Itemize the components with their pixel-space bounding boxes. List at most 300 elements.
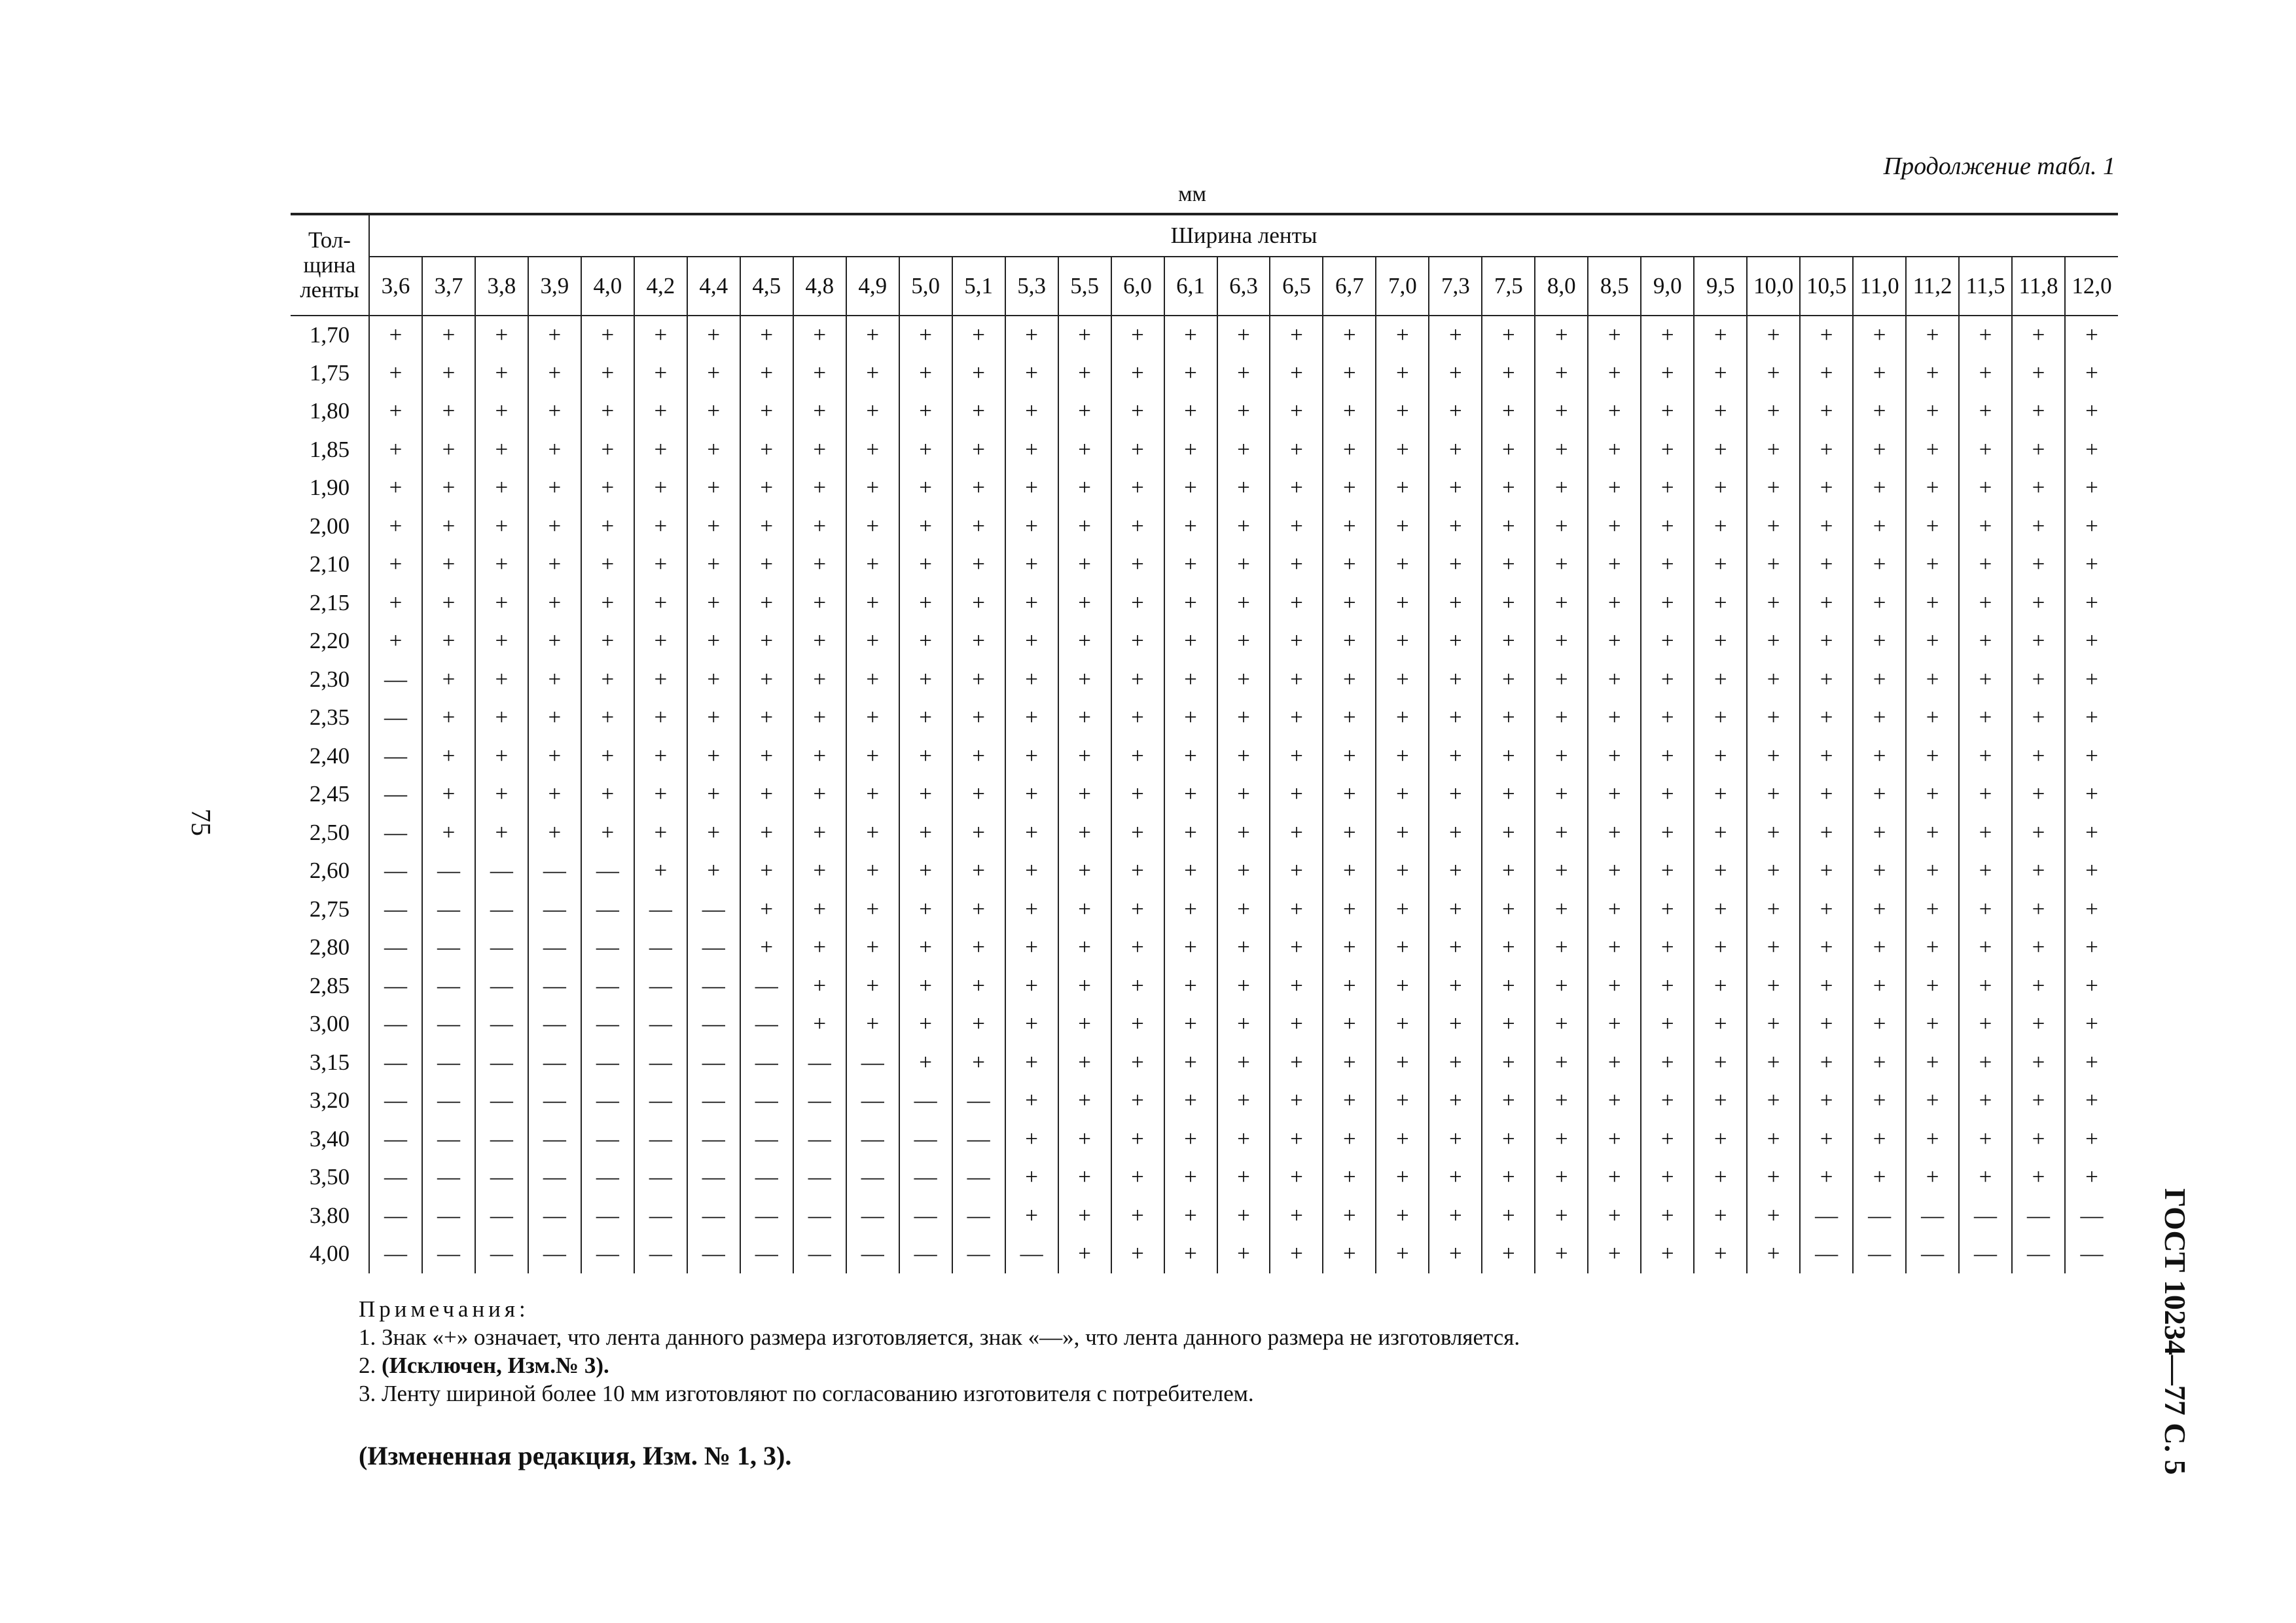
available-mark: + xyxy=(2085,551,2098,577)
available-mark: + xyxy=(1429,1044,1482,1082)
unavailable-mark: — xyxy=(528,1120,581,1159)
available-mark: + xyxy=(952,814,1005,852)
available-mark: + xyxy=(2085,359,2098,386)
unavailable-mark: — xyxy=(369,890,422,929)
available-mark: + xyxy=(1217,316,1270,354)
available-mark: + xyxy=(1270,1044,1323,1082)
available-mark: + xyxy=(528,392,581,431)
available-mark: + xyxy=(1323,507,1376,546)
available-mark: + xyxy=(475,775,528,814)
unavailable-mark: — xyxy=(422,852,475,890)
available-mark: + xyxy=(1323,431,1376,469)
available-mark: + xyxy=(1694,928,1747,967)
available-mark: + xyxy=(1747,392,1800,431)
available-mark: + xyxy=(1906,928,1959,967)
unavailable-mark: — xyxy=(793,1044,846,1082)
available-mark: + xyxy=(1747,737,1800,776)
available-mark: + xyxy=(952,928,1005,967)
unavailable-mark: — xyxy=(422,890,475,929)
available-mark: + xyxy=(793,316,846,354)
available-mark: + xyxy=(1641,545,1694,584)
available-mark: + xyxy=(1164,967,1217,1006)
available-mark: + xyxy=(1482,737,1535,776)
available-mark: + xyxy=(1535,890,1588,929)
available-mark: + xyxy=(1217,1005,1270,1044)
available-mark: + xyxy=(422,584,475,623)
available-mark: + xyxy=(740,622,793,661)
available-mark: + xyxy=(1800,699,1853,737)
width-column-header: 3,9 xyxy=(528,257,581,316)
available-mark: + xyxy=(1217,928,1270,967)
available-mark: + xyxy=(1005,584,1058,623)
available-mark: + xyxy=(1005,890,1058,929)
available-mark: + xyxy=(846,507,899,546)
available-mark: + xyxy=(1270,316,1323,354)
available-mark: + xyxy=(1164,928,1217,967)
unavailable-mark: — xyxy=(422,967,475,1006)
unavailable-mark: — xyxy=(687,1235,740,1273)
thickness-value: 3,15 xyxy=(291,1044,369,1082)
available-mark: + xyxy=(1164,890,1217,929)
available-mark: + xyxy=(687,354,740,393)
available-mark: + xyxy=(1535,699,1588,737)
unavailable-mark: — xyxy=(687,1082,740,1120)
unavailable-mark: — xyxy=(634,1158,687,1197)
available-mark: + xyxy=(1323,545,1376,584)
available-mark: + xyxy=(1588,852,1641,890)
available-mark: + xyxy=(1058,737,1111,776)
available-mark: + xyxy=(1747,890,1800,929)
available-mark: + xyxy=(2085,475,2098,501)
available-mark: + xyxy=(1482,1120,1535,1159)
available-mark: + xyxy=(793,661,846,699)
available-mark: + xyxy=(1376,890,1429,929)
available-mark: + xyxy=(1641,1044,1694,1082)
available-mark: + xyxy=(1747,814,1800,852)
available-mark: + xyxy=(1535,661,1588,699)
available-mark: + xyxy=(528,584,581,623)
unavailable-mark: — xyxy=(846,1158,899,1197)
available-mark: + xyxy=(2012,1158,2065,1197)
width-column-header: 6,5 xyxy=(1270,257,1323,316)
available-mark: + xyxy=(899,584,952,623)
available-mark: + xyxy=(2085,934,2098,960)
available-mark: + xyxy=(793,699,846,737)
available-mark: + xyxy=(1058,1005,1111,1044)
available-mark: + xyxy=(1906,316,1959,354)
available-mark: + xyxy=(1164,775,1217,814)
available-mark: + xyxy=(422,622,475,661)
available-mark: + xyxy=(1482,545,1535,584)
available-mark: + xyxy=(1005,737,1058,776)
available-mark: + xyxy=(1694,545,1747,584)
available-mark: + xyxy=(1376,1044,1429,1082)
available-mark: + xyxy=(2085,321,2098,348)
available-mark: + xyxy=(1482,584,1535,623)
available-mark: + xyxy=(1747,431,1800,469)
available-mark: + xyxy=(740,814,793,852)
available-mark: + xyxy=(1535,928,1588,967)
available-mark: + xyxy=(1959,622,2012,661)
available-mark: + xyxy=(1482,814,1535,852)
available-mark: + xyxy=(846,890,899,929)
available-mark: + xyxy=(793,545,846,584)
available-mark: + xyxy=(1853,545,1906,584)
table-row xyxy=(291,584,2118,623)
available-mark: + xyxy=(1058,354,1111,393)
available-mark: + xyxy=(1959,469,2012,507)
available-mark: + xyxy=(899,545,952,584)
available-mark: + xyxy=(952,737,1005,776)
available-mark: + xyxy=(1058,1235,1111,1273)
available-mark: + xyxy=(1270,507,1323,546)
available-mark: + xyxy=(475,316,528,354)
available-mark: + xyxy=(1164,737,1217,776)
available-mark: + xyxy=(846,814,899,852)
available-mark: + xyxy=(2012,1005,2065,1044)
available-mark: + xyxy=(1270,1005,1323,1044)
available-mark: + xyxy=(2012,661,2065,699)
available-mark: + xyxy=(2012,928,2065,967)
available-mark: + xyxy=(1323,469,1376,507)
available-mark: + xyxy=(1270,737,1323,776)
table-row xyxy=(291,928,2118,967)
available-mark: + xyxy=(899,316,952,354)
width-column-header: 7,3 xyxy=(1429,257,1482,316)
unavailable-mark: — xyxy=(528,1197,581,1235)
available-mark: + xyxy=(1588,392,1641,431)
available-mark: + xyxy=(1429,392,1482,431)
unavailable-mark: — xyxy=(475,928,528,967)
available-mark: + xyxy=(1800,814,1853,852)
available-mark: + xyxy=(899,737,952,776)
available-mark: + xyxy=(899,852,952,890)
available-mark: + xyxy=(1164,469,1217,507)
available-mark: + xyxy=(1694,1235,1747,1273)
available-mark: + xyxy=(1482,469,1535,507)
available-mark: + xyxy=(1058,967,1111,1006)
available-mark: + xyxy=(2085,1164,2098,1190)
available-mark: + xyxy=(1005,661,1058,699)
available-mark: + xyxy=(952,392,1005,431)
unavailable-mark: — xyxy=(581,890,634,929)
available-mark: + xyxy=(1111,622,1164,661)
available-mark: + xyxy=(1376,1120,1429,1159)
available-mark: + xyxy=(1694,890,1747,929)
unavailable-mark: — xyxy=(634,1197,687,1235)
available-mark: + xyxy=(1535,1120,1588,1159)
available-mark: + xyxy=(1694,1120,1747,1159)
available-mark: + xyxy=(1429,354,1482,393)
available-mark: + xyxy=(846,699,899,737)
thickness-header-line: ленты xyxy=(300,276,359,302)
unavailable-mark: — xyxy=(952,1120,1005,1159)
width-header: Ширина ленты xyxy=(369,214,2118,257)
available-mark: + xyxy=(1323,928,1376,967)
available-mark: + xyxy=(1217,852,1270,890)
available-mark: + xyxy=(1005,699,1058,737)
available-mark: + xyxy=(1747,1235,1800,1273)
available-mark: + xyxy=(1164,545,1217,584)
available-mark: + xyxy=(422,507,475,546)
available-mark: + xyxy=(1641,469,1694,507)
available-mark: + xyxy=(1641,1197,1694,1235)
available-mark: + xyxy=(1111,890,1164,929)
available-mark: + xyxy=(2012,967,2065,1006)
unavailable-mark: — xyxy=(528,1044,581,1082)
available-mark: + xyxy=(1164,316,1217,354)
available-mark: + xyxy=(1270,661,1323,699)
available-mark: + xyxy=(475,392,528,431)
available-mark: + xyxy=(846,928,899,967)
table-row xyxy=(291,737,2118,776)
unavailable-mark: — xyxy=(422,1044,475,1082)
available-mark: + xyxy=(1535,1235,1588,1273)
available-mark: + xyxy=(846,469,899,507)
available-mark: + xyxy=(581,699,634,737)
available-mark: + xyxy=(1270,545,1323,584)
available-mark: + xyxy=(899,967,952,1006)
available-mark: + xyxy=(1482,316,1535,354)
available-mark: + xyxy=(475,545,528,584)
available-mark: + xyxy=(1217,967,1270,1006)
thickness-header-line: Тол- xyxy=(308,227,351,253)
available-mark: + xyxy=(1005,545,1058,584)
available-mark: + xyxy=(687,316,740,354)
table-continuation-caption: Продолжение табл. 1 xyxy=(1883,153,2115,180)
table-header xyxy=(291,214,2118,316)
available-mark: + xyxy=(1694,699,1747,737)
available-mark: + xyxy=(1058,392,1111,431)
available-mark: + xyxy=(1906,890,1959,929)
available-mark: + xyxy=(687,584,740,623)
available-mark: + xyxy=(1906,1158,1959,1197)
available-mark: + xyxy=(1111,1082,1164,1120)
unavailable-mark: — xyxy=(899,1120,952,1159)
unavailable-mark: — xyxy=(634,1044,687,1082)
unavailable-mark: — xyxy=(2012,1235,2065,1273)
available-mark: + xyxy=(1694,469,1747,507)
available-mark: + xyxy=(1005,775,1058,814)
available-mark: + xyxy=(581,507,634,546)
available-mark: + xyxy=(1800,469,1853,507)
available-mark: + xyxy=(1323,737,1376,776)
available-mark: + xyxy=(1429,699,1482,737)
available-mark: + xyxy=(581,737,634,776)
thickness-value: 2,45 xyxy=(291,775,369,814)
available-mark: + xyxy=(1747,545,1800,584)
available-mark: + xyxy=(1005,1005,1058,1044)
unavailable-mark: — xyxy=(793,1197,846,1235)
available-mark: + xyxy=(1323,661,1376,699)
available-mark: + xyxy=(1164,1082,1217,1120)
width-column-header: 4,5 xyxy=(740,257,793,316)
available-mark: + xyxy=(1111,1197,1164,1235)
available-mark: + xyxy=(1588,622,1641,661)
unavailable-mark: — xyxy=(528,1005,581,1044)
available-mark: + xyxy=(1800,354,1853,393)
available-mark: + xyxy=(1588,1158,1641,1197)
available-mark: + xyxy=(634,354,687,393)
thickness-value: 2,00 xyxy=(291,507,369,546)
available-mark: + xyxy=(528,507,581,546)
available-mark: + xyxy=(1058,469,1111,507)
available-mark: + xyxy=(1058,661,1111,699)
available-mark: + xyxy=(1641,392,1694,431)
available-mark: + xyxy=(793,622,846,661)
thickness-value: 2,20 xyxy=(291,622,369,661)
unavailable-mark: — xyxy=(369,1082,422,1120)
available-mark: + xyxy=(2012,699,2065,737)
available-mark: + xyxy=(1217,545,1270,584)
available-mark: + xyxy=(1853,661,1906,699)
unavailable-mark: — xyxy=(740,1005,793,1044)
unavailable-mark: — xyxy=(634,967,687,1006)
available-mark: + xyxy=(1906,967,1959,1006)
available-mark: + xyxy=(634,852,687,890)
available-mark: + xyxy=(475,622,528,661)
available-mark: + xyxy=(1270,775,1323,814)
available-mark: + xyxy=(1906,814,1959,852)
available-mark: + xyxy=(793,354,846,393)
available-mark: + xyxy=(1588,1120,1641,1159)
available-mark: + xyxy=(1164,584,1217,623)
available-mark: + xyxy=(846,622,899,661)
available-mark: + xyxy=(899,622,952,661)
available-mark: + xyxy=(1164,1235,1217,1273)
available-mark: + xyxy=(1694,1044,1747,1082)
available-mark: + xyxy=(1906,354,1959,393)
available-mark: + xyxy=(2085,1125,2098,1152)
table-row xyxy=(291,775,2118,814)
available-mark: + xyxy=(1747,469,1800,507)
available-mark: + xyxy=(1800,967,1853,1006)
available-mark: + xyxy=(952,890,1005,929)
available-mark: + xyxy=(1429,584,1482,623)
available-mark: + xyxy=(1058,545,1111,584)
available-mark: + xyxy=(1376,699,1429,737)
available-mark: + xyxy=(687,814,740,852)
available-mark: + xyxy=(1959,354,2012,393)
unavailable-mark: — xyxy=(369,814,422,852)
available-mark: + xyxy=(899,1005,952,1044)
available-mark: + xyxy=(1217,699,1270,737)
available-mark: + xyxy=(1853,584,1906,623)
available-mark: + xyxy=(740,699,793,737)
unavailable-mark: — xyxy=(528,852,581,890)
available-mark: + xyxy=(1270,354,1323,393)
unavailable-mark: — xyxy=(475,1235,528,1273)
unavailable-mark: — xyxy=(687,1005,740,1044)
unavailable-mark: — xyxy=(1959,1197,2012,1235)
unavailable-mark: — xyxy=(369,699,422,737)
available-mark: + xyxy=(793,928,846,967)
available-mark: + xyxy=(1111,431,1164,469)
available-mark: + xyxy=(1429,814,1482,852)
table-row xyxy=(291,622,2118,661)
available-mark: + xyxy=(952,316,1005,354)
available-mark: + xyxy=(899,814,952,852)
unavailable-mark: — xyxy=(581,1044,634,1082)
available-mark: + xyxy=(2012,1082,2065,1120)
available-mark: + xyxy=(1217,775,1270,814)
available-mark: + xyxy=(1906,852,1959,890)
available-mark: + xyxy=(1429,316,1482,354)
available-mark: + xyxy=(1535,967,1588,1006)
thickness-value: 2,35 xyxy=(291,699,369,737)
available-mark: + xyxy=(1747,622,1800,661)
available-mark: + xyxy=(1588,431,1641,469)
unavailable-mark: — xyxy=(846,1082,899,1120)
available-mark: + xyxy=(2012,354,2065,393)
available-mark: + xyxy=(1429,469,1482,507)
width-column-header: 6,0 xyxy=(1111,257,1164,316)
unavailable-mark: — xyxy=(581,928,634,967)
available-mark: + xyxy=(1270,967,1323,1006)
available-mark: + xyxy=(2012,469,2065,507)
available-mark: + xyxy=(581,354,634,393)
available-mark: + xyxy=(1323,890,1376,929)
unavailable-mark: — xyxy=(369,928,422,967)
available-mark: + xyxy=(1747,507,1800,546)
available-mark: + xyxy=(2085,1049,2098,1075)
available-mark: + xyxy=(1853,1120,1906,1159)
available-mark: + xyxy=(1959,1158,2012,1197)
available-mark: + xyxy=(1641,1158,1694,1197)
width-column-header: 11,0 xyxy=(1853,257,1906,316)
available-mark: + xyxy=(740,431,793,469)
thickness-value: 3,80 xyxy=(291,1197,369,1235)
available-mark: + xyxy=(1800,507,1853,546)
available-mark: + xyxy=(1853,316,1906,354)
available-mark: + xyxy=(1588,507,1641,546)
available-mark: + xyxy=(634,622,687,661)
available-mark: + xyxy=(528,737,581,776)
available-mark: + xyxy=(1058,814,1111,852)
unavailable-mark: — xyxy=(581,1082,634,1120)
available-mark: + xyxy=(1641,622,1694,661)
available-mark: + xyxy=(1694,507,1747,546)
available-mark: + xyxy=(1429,852,1482,890)
available-mark: + xyxy=(1164,1197,1217,1235)
unavailable-mark: — xyxy=(846,1044,899,1082)
available-mark: + xyxy=(475,814,528,852)
width-column-header: 6,1 xyxy=(1164,257,1217,316)
width-column-header: 4,0 xyxy=(581,257,634,316)
unavailable-mark: — xyxy=(369,1158,422,1197)
available-mark: + xyxy=(1800,852,1853,890)
unavailable-mark: — xyxy=(475,890,528,929)
available-mark: + xyxy=(1641,354,1694,393)
available-mark: + xyxy=(687,852,740,890)
note-3: 3. Ленту шириной более 10 мм изготовляют по согласованию изготовителя с потребителем. xyxy=(359,1381,1254,1406)
available-mark: + xyxy=(793,814,846,852)
available-mark: + xyxy=(899,775,952,814)
unavailable-mark: — xyxy=(687,1197,740,1235)
available-mark: + xyxy=(740,890,793,929)
available-mark: + xyxy=(1747,1082,1800,1120)
available-mark: + xyxy=(1270,431,1323,469)
available-mark: + xyxy=(1959,928,2012,967)
available-mark: + xyxy=(1111,1005,1164,1044)
available-mark: + xyxy=(1270,392,1323,431)
unavailable-mark: — xyxy=(369,775,422,814)
available-mark: + xyxy=(2085,896,2098,922)
unavailable-mark: — xyxy=(528,1235,581,1273)
unavailable-mark: — xyxy=(687,967,740,1006)
available-mark: + xyxy=(1376,1082,1429,1120)
available-mark: + xyxy=(1323,1120,1376,1159)
